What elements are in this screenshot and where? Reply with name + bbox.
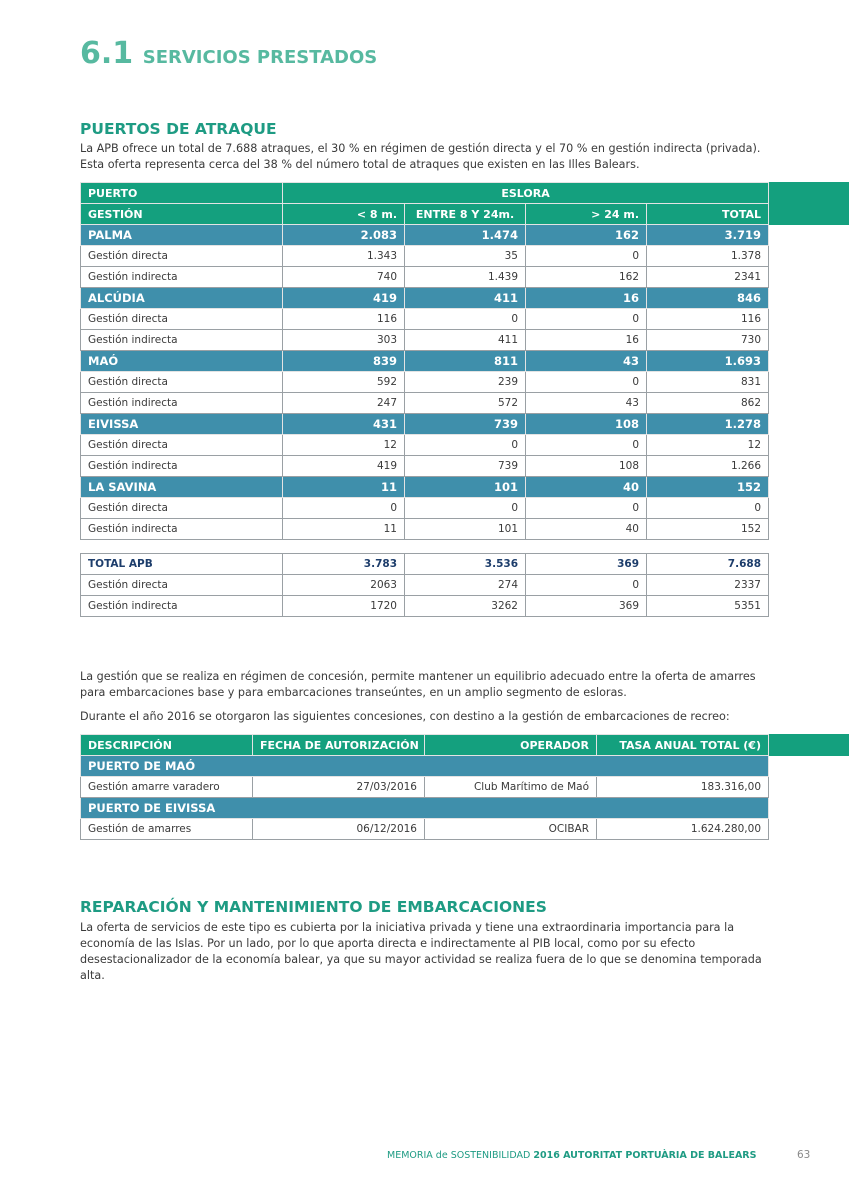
table-row [81, 819, 769, 840]
table-row [81, 575, 769, 596]
row-label: Gestión indirecta [81, 519, 283, 540]
row-value: 1.439 [405, 267, 526, 288]
row-label: Gestión indirecta [81, 330, 283, 351]
port-value: 43 [526, 351, 647, 372]
port-row [81, 351, 769, 372]
row-value: 239 [405, 372, 526, 393]
row-value: 12 [647, 435, 769, 456]
row-value: 0 [647, 498, 769, 519]
total-value: 7.688 [647, 554, 769, 575]
row-value: 247 [283, 393, 405, 414]
row-value: 2063 [283, 575, 405, 596]
row-value: 411 [405, 330, 526, 351]
row-value: Club Marítimo de Maó [425, 777, 597, 798]
row-value: 1720 [283, 596, 405, 617]
row-value: 11 [283, 519, 405, 540]
header-puerto: PUERTO [81, 183, 283, 204]
row-value: 419 [283, 456, 405, 477]
header-row-puerto [81, 183, 769, 204]
row-value: 0 [283, 498, 405, 519]
row-value: 0 [526, 498, 647, 519]
header-band-extension [766, 182, 849, 225]
page-number: 63 [797, 1149, 811, 1161]
row-value: 0 [526, 575, 647, 596]
row-value: 274 [405, 575, 526, 596]
column-header: < 8 m. [283, 204, 405, 225]
row-value: 0 [526, 435, 647, 456]
row-value: 739 [405, 456, 526, 477]
row-value: 2341 [647, 267, 769, 288]
total-row [81, 554, 769, 575]
row-value: 27/03/2016 [253, 777, 425, 798]
port-name: LA SAVINA [81, 477, 283, 498]
column-header: ENTRE 8 Y 24m. [405, 204, 526, 225]
row-value: 592 [283, 372, 405, 393]
port-value: 162 [526, 225, 647, 246]
port-row [81, 477, 769, 498]
row-value: 101 [405, 519, 526, 540]
port-value: 811 [405, 351, 526, 372]
port-name: MAÓ [81, 351, 283, 372]
row-value: OCIBAR [425, 819, 597, 840]
table-row [81, 519, 769, 540]
row-value: 35 [405, 246, 526, 267]
row-value: 16 [526, 330, 647, 351]
header-eslora: ESLORA [283, 183, 769, 204]
row-value: 0 [526, 246, 647, 267]
row-value: 162 [526, 267, 647, 288]
table-row [81, 777, 769, 798]
concesiones-band-extension [766, 734, 849, 756]
port-value: 2.083 [283, 225, 405, 246]
column-header: > 24 m. [526, 204, 647, 225]
footer-authority: 2016 AUTORITAT PORTUÀRIA DE BALEARS [533, 1150, 757, 1161]
row-value: 43 [526, 393, 647, 414]
column-header: DESCRIPCIÓN [81, 735, 253, 756]
total-table [80, 553, 769, 617]
row-value: 0 [526, 309, 647, 330]
port-name: ALCÚDIA [81, 288, 283, 309]
atraque-intro: La APB ofrece un total de 7.688 atraques, el 30 % en régimen de gestión directa y el 70 % en gestión indirecta (privada). Esta oferta representa cerca del 38 % del número total de atraques que existen en las Illes Balears. [80, 142, 761, 171]
column-header: OPERADOR [425, 735, 597, 756]
table-row [81, 309, 769, 330]
column-header: TOTAL [647, 204, 769, 225]
port-value: 11 [283, 477, 405, 498]
atraque-table [80, 182, 769, 540]
column-header: TASA ANUAL TOTAL (€) [597, 735, 769, 756]
row-label: Gestión indirecta [81, 393, 283, 414]
row-value: 0 [405, 309, 526, 330]
table-row [81, 267, 769, 288]
group-row [81, 756, 769, 777]
row-value: 0 [526, 372, 647, 393]
table-row [81, 435, 769, 456]
row-value: 0 [405, 435, 526, 456]
footer-memoria: MEMORIA de SOSTENIBILIDAD [387, 1150, 531, 1161]
port-value: 108 [526, 414, 647, 435]
port-value: 152 [647, 477, 769, 498]
footer [387, 1150, 756, 1161]
port-name: PALMA [81, 225, 283, 246]
port-value: 1.278 [647, 414, 769, 435]
section-name: SERVICIOS PRESTADOS [142, 47, 378, 68]
row-value: 116 [283, 309, 405, 330]
row-value: 740 [283, 267, 405, 288]
header-row-gestion [81, 204, 769, 225]
table-row [81, 372, 769, 393]
table-row [81, 498, 769, 519]
row-value: 5351 [647, 596, 769, 617]
row-label: Gestión directa [81, 435, 283, 456]
port-value: 1.693 [647, 351, 769, 372]
port-value: 411 [405, 288, 526, 309]
row-value: 303 [283, 330, 405, 351]
row-value: 1.343 [283, 246, 405, 267]
row-value: 3262 [405, 596, 526, 617]
section-number: 6.1 [80, 36, 134, 71]
concesiones-para2: Durante el año 2016 se otorgaron las siguientes concesiones, con destino a la gestión de embarcaciones de recreo: [80, 710, 730, 723]
port-value: 16 [526, 288, 647, 309]
row-label: Gestión indirecta [81, 267, 283, 288]
table-row [81, 246, 769, 267]
atraque-heading: PUERTOS DE ATRAQUE [80, 120, 277, 138]
row-label: Gestión directa [81, 498, 283, 519]
row-label: Gestión directa [81, 575, 283, 596]
row-value: 108 [526, 456, 647, 477]
total-value: 3.536 [405, 554, 526, 575]
port-value: 419 [283, 288, 405, 309]
row-value: 12 [283, 435, 405, 456]
row-value: 40 [526, 519, 647, 540]
row-value: 183.316,00 [597, 777, 769, 798]
port-value: 739 [405, 414, 526, 435]
row-value: 369 [526, 596, 647, 617]
row-value: Gestión amarre varadero [81, 777, 253, 798]
port-value: 839 [283, 351, 405, 372]
reparacion-text: La oferta de servicios de este tipo es cubierta por la iniciativa privada y tiene una extraordinaria importancia para la economía de las Islas. Por un lado, por lo que aporta directa e indirectamente al PIB local, como por su efecto desestacionalizador de la economía balear, ya que su mayor actividad se realiza fuera de lo que se denomina temporada alta. [80, 921, 762, 982]
group-row [81, 798, 769, 819]
port-value: 1.474 [405, 225, 526, 246]
header-gestion: GESTIÓN [81, 204, 283, 225]
row-value: 862 [647, 393, 769, 414]
row-label: Gestión directa [81, 372, 283, 393]
total-value: 3.783 [283, 554, 405, 575]
row-value: 06/12/2016 [253, 819, 425, 840]
group-name: PUERTO DE MAÓ [81, 756, 769, 777]
column-header: FECHA DE AUTORIZACIÓN [253, 735, 425, 756]
row-value: 0 [405, 498, 526, 519]
total-label: TOTAL APB [81, 554, 283, 575]
port-row [81, 414, 769, 435]
group-name: PUERTO DE EIVISSA [81, 798, 769, 819]
row-value: 1.624.280,00 [597, 819, 769, 840]
port-value: 3.719 [647, 225, 769, 246]
port-name: EIVISSA [81, 414, 283, 435]
section-title [80, 36, 377, 71]
reparacion-heading: REPARACIÓN Y MANTENIMIENTO DE EMBARCACIONES [80, 898, 547, 916]
row-value: 730 [647, 330, 769, 351]
port-value: 101 [405, 477, 526, 498]
port-value: 846 [647, 288, 769, 309]
port-row [81, 225, 769, 246]
concesiones-table [80, 734, 769, 840]
row-value: 2337 [647, 575, 769, 596]
port-value: 40 [526, 477, 647, 498]
row-label: Gestión directa [81, 246, 283, 267]
row-value: 1.378 [647, 246, 769, 267]
table-row [81, 596, 769, 617]
row-value: 572 [405, 393, 526, 414]
concesiones-para1: La gestión que se realiza en régimen de concesión, permite mantener un equilibrio adecuado entre la oferta de amarres para embarcaciones base y para embarcaciones transeúntes, en un amplio segmento de esloras. [80, 670, 756, 699]
row-value: 1.266 [647, 456, 769, 477]
table-row [81, 393, 769, 414]
row-value: 831 [647, 372, 769, 393]
port-row [81, 288, 769, 309]
row-value: 152 [647, 519, 769, 540]
row-value: 116 [647, 309, 769, 330]
concesiones-header-row [81, 735, 769, 756]
table-row [81, 456, 769, 477]
row-value: Gestión de amarres [81, 819, 253, 840]
table-row [81, 330, 769, 351]
row-label: Gestión indirecta [81, 456, 283, 477]
row-label: Gestión directa [81, 309, 283, 330]
port-value: 431 [283, 414, 405, 435]
total-value: 369 [526, 554, 647, 575]
row-label: Gestión indirecta [81, 596, 283, 617]
